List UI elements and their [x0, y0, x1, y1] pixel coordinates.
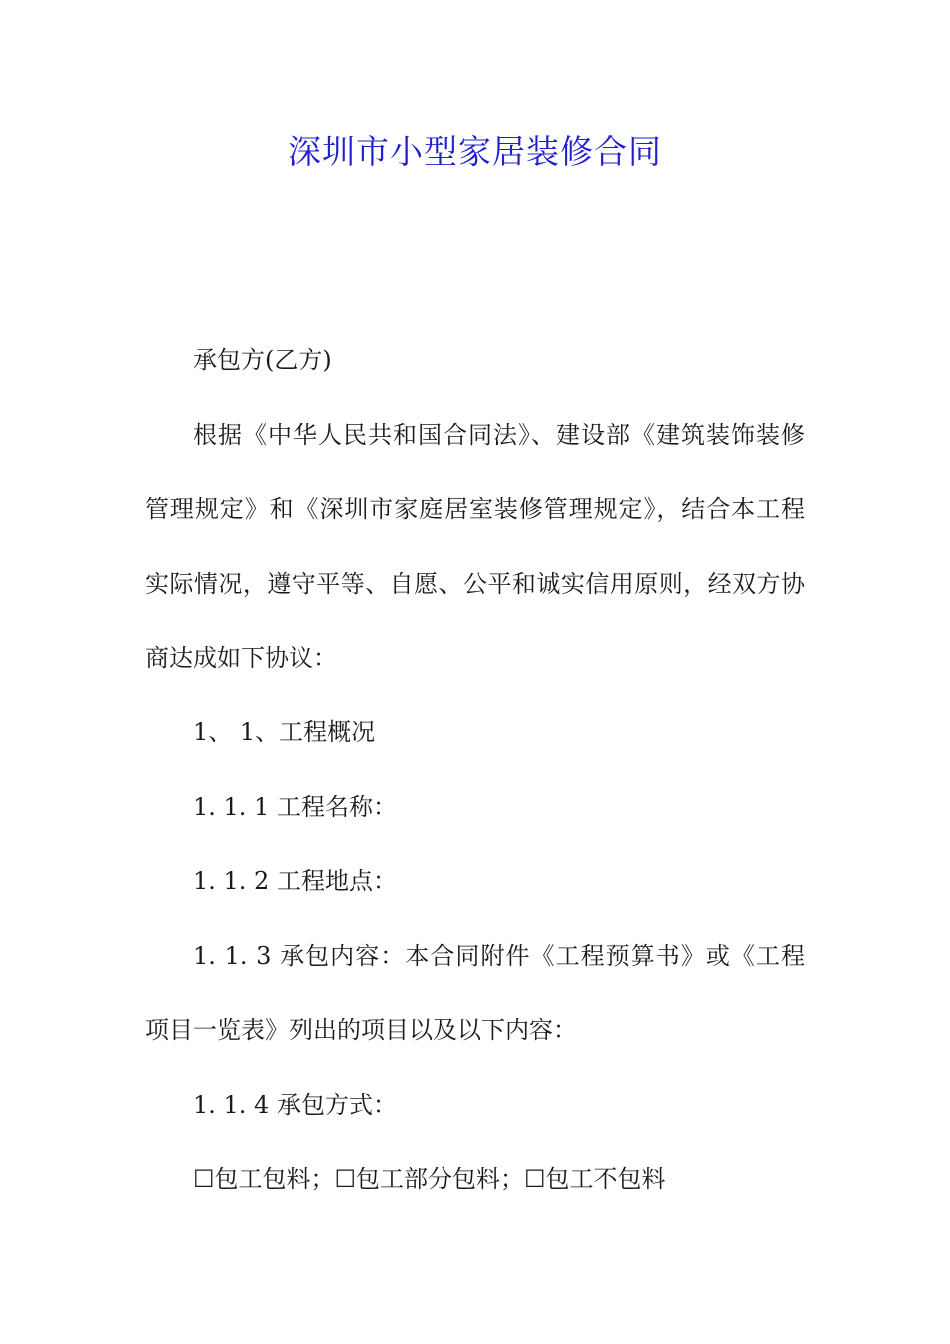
paragraph-line: 根据《中华人民共和国合同法》、建设部《建筑装饰装修 [193, 421, 805, 449]
section-heading: 1、 1、工程概况 [193, 718, 376, 746]
clause-project-name: 1. 1. 1 工程名称： [193, 793, 397, 821]
paragraph-line: 商达成如下协议： [145, 644, 337, 672]
paragraph-line: 实际情况，遵守平等、自愿、公平和诚实信用原则，经双方协 [145, 570, 805, 598]
paragraph-line: 管理规定》和《深圳市家庭居室装修管理规定》，结合本工程 [145, 495, 805, 523]
contract-method-options: ☐包工包料；☐包工部分包料；☐包工不包料 [193, 1165, 666, 1193]
clause-scope-continued: 项目一览表》列出的项目以及以下内容： [145, 1016, 577, 1044]
clause-project-location: 1. 1. 2 工程地点： [193, 867, 397, 895]
clause-scope: 1. 1. 3 承包内容：本合同附件《工程预算书》或《工程 [193, 942, 805, 970]
document-title: 深圳市小型家居装修合同 [288, 132, 662, 171]
contractor-label: 承包方(乙方) [193, 346, 332, 374]
clause-contract-method: 1. 1. 4 承包方式： [193, 1091, 397, 1119]
